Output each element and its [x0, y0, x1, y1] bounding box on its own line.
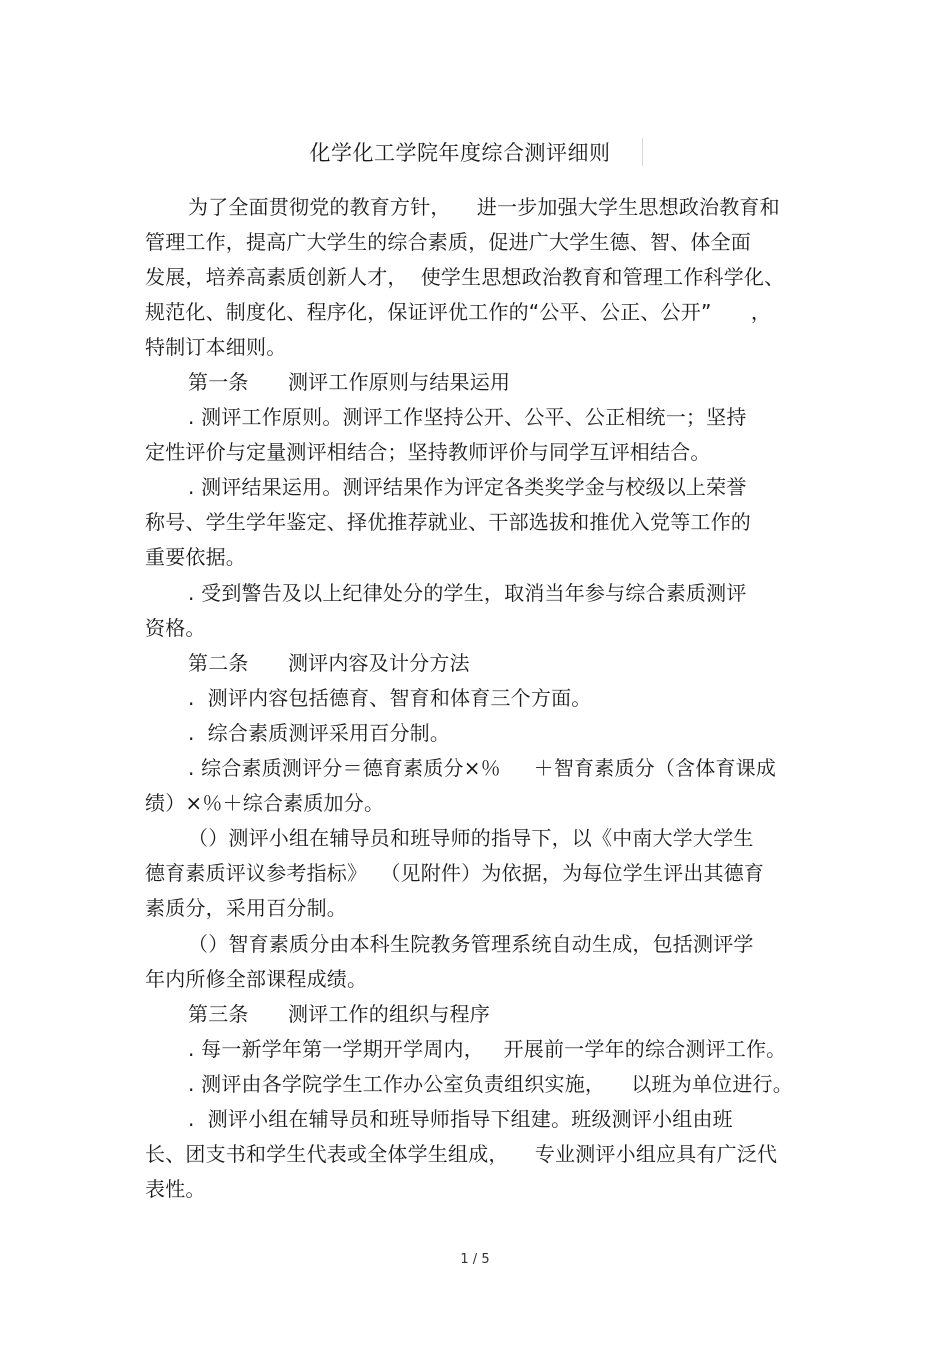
paragraph-line: . 综合素质测评分＝德育素质分×％ ＋智育素质分（含体育课成	[188, 756, 777, 780]
paragraph-line: 管理工作，提高广大学生的综合素质，促进广大学生德、智、体全面	[145, 230, 751, 254]
paragraph-line: . 测评小组在辅导员和班导师指导下组建。班级测评小组由班	[188, 1107, 733, 1131]
paragraph-line: 绩）×％＋综合素质加分。	[145, 791, 385, 815]
paragraph-line: 年内所修全部课程成绩。	[145, 967, 368, 991]
title-edge-mark	[642, 138, 643, 166]
paragraph-line: . 测评内容包括德育、智育和体育三个方面。	[188, 686, 592, 710]
paragraph-line: . 测评结果运用。测评结果作为评定各类奖学金与校级以上荣誉	[188, 475, 747, 499]
paragraph-line: 资格。	[145, 616, 206, 640]
article-heading: 第三条 测评工作的组织与程序	[188, 1002, 490, 1026]
paragraph-line: 定性评价与定量测评相结合；坚持教师评价与同学互评相结合。	[145, 440, 711, 464]
paragraph-line: . 受到警告及以上纪律处分的学生，取消当年参与综合素质测评	[188, 581, 747, 605]
document-title: 化学化工学院年度综合测评细则	[309, 141, 611, 165]
paragraph-line: . 每一新学年第一学期开学周内， 开展前一学年的综合测评工作。	[188, 1037, 787, 1061]
paragraph-line: 表性。	[145, 1177, 206, 1201]
paragraph-line: 称号、学生学年鉴定、择优推荐就业、干部选拔和推优入党等工作的	[145, 510, 751, 534]
paragraph-line: 规范化、制度化、程序化，保证评优工作的“公平、公正、公开” ，	[145, 300, 772, 324]
article-heading: 第一条 测评工作原则与结果运用	[188, 370, 511, 394]
paragraph-line: （）测评小组在辅导员和班导师的指导下，以《中南大学大学生	[188, 826, 754, 850]
paragraph-line: 素质分，采用百分制。	[145, 896, 347, 920]
page-number: 1 / 5	[460, 1252, 490, 1267]
paragraph-line: 德育素质评议参考指标》 （见附件）为依据，为每位学生评出其德育	[145, 861, 765, 885]
paragraph-line: 长、团支书和学生代表或全体学生组成， 专业测评小组应具有广泛代	[145, 1142, 778, 1166]
paragraph-line: . 综合素质测评采用百分制。	[188, 721, 451, 745]
paragraph-line: 发展，培养高素质创新人才， 使学生思想政治教育和管理工作科学化、	[145, 265, 785, 289]
article-heading: 第二条 测评内容及计分方法	[188, 651, 470, 675]
paragraph-line: . 测评工作原则。测评工作坚持公开、公平、公正相统一；坚持	[188, 405, 747, 429]
paragraph-line: 重要依据。	[145, 545, 246, 569]
paragraph-line: 为了全面贯彻党的教育方针， 进一步加强大学生思想政治教育和	[188, 195, 780, 219]
paragraph-line: （）智育素质分由本科生院教务管理系统自动生成，包括测评学	[188, 932, 754, 956]
paragraph-line: . 测评由各学院学生工作办公室负责组织实施， 以班为单位进行。	[188, 1072, 793, 1096]
paragraph-line: 特制订本细则。	[145, 335, 287, 359]
